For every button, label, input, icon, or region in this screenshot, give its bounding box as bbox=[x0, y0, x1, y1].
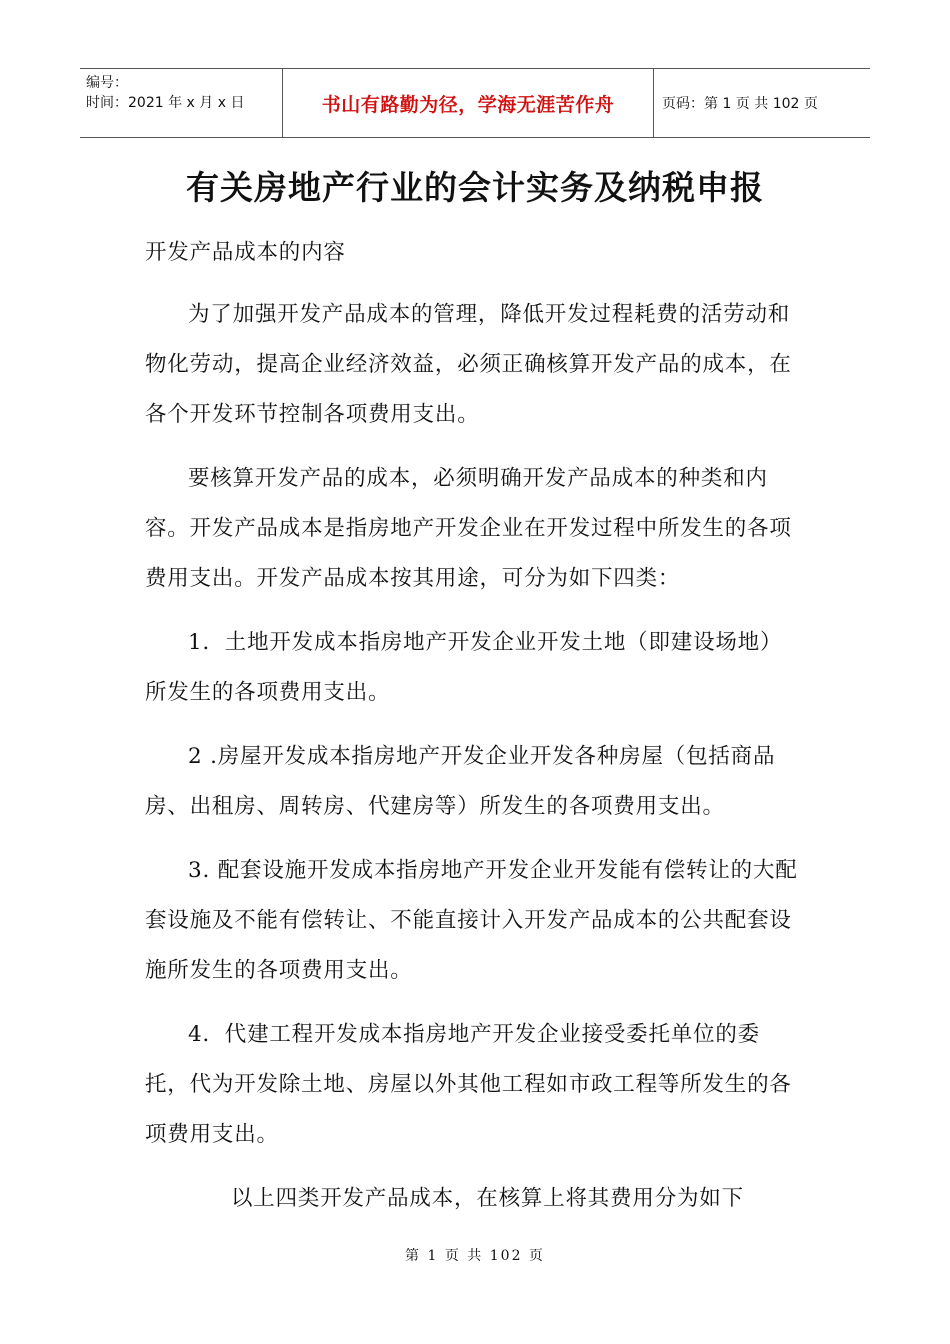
section-subtitle: 开发产品成本的内容 bbox=[145, 240, 346, 265]
header-page-info: 页码：第 1 页 共 102 页 bbox=[662, 96, 818, 112]
paragraph: 以上四类开发产品成本，在核算上将其费用分为如下 bbox=[231, 1186, 744, 1211]
list-item: 4．代建工程开发成本指房地产开发企业接受委托单位的委托，代为开发除土地、房屋以外其他工程如市政工程等所发生的各项费用支出。 bbox=[145, 1022, 792, 1147]
list-item: 2 .房屋开发成本指房地产开发企业开发各种房屋（包括商品房、出租房、周转房、代建房等）所发生的各项费用支出。 bbox=[145, 744, 776, 819]
header-motto: 书山有路勤为径，学海无涯苦作舟 bbox=[282, 69, 654, 137]
paragraph: 要核算开发产品的成本，必须明确开发产品成本的种类和内容。开发产品成本是指房地产开发企业在开发过程中所发生的各项费用支出。开发产品成本按其用途，可分为如下四类： bbox=[145, 466, 792, 591]
page-footer: 第 1 页 共 102 页 bbox=[405, 1248, 545, 1264]
list-item: 3. 配套设施开发成本指房地产开发企业开发能有偿转让的大配套设施及不能有偿转让、不能直接计入开发产品成本的公共配套设施所发生的各项费用支出。 bbox=[145, 858, 798, 983]
time-label: 时间：2021 年 x 月 x 日 bbox=[86, 95, 245, 111]
paragraph: 为了加强开发产品成本的管理，降低开发过程耗费的活劳动和物化劳动，提高企业经济效益，必须正确核算开发产品的成本，在各个开发环节控制各项费用支出。 bbox=[145, 302, 792, 427]
document-header bbox=[80, 68, 870, 138]
document-body bbox=[145, 228, 800, 1238]
list-item: 1．土地开发成本指房地产开发企业开发土地（即建设场地）所发生的各项费用支出。 bbox=[145, 630, 783, 705]
number-label: 编号： bbox=[86, 75, 128, 91]
header-meta bbox=[80, 69, 282, 137]
document-title: 有关房地产行业的会计实务及纳税申报 bbox=[186, 168, 764, 207]
